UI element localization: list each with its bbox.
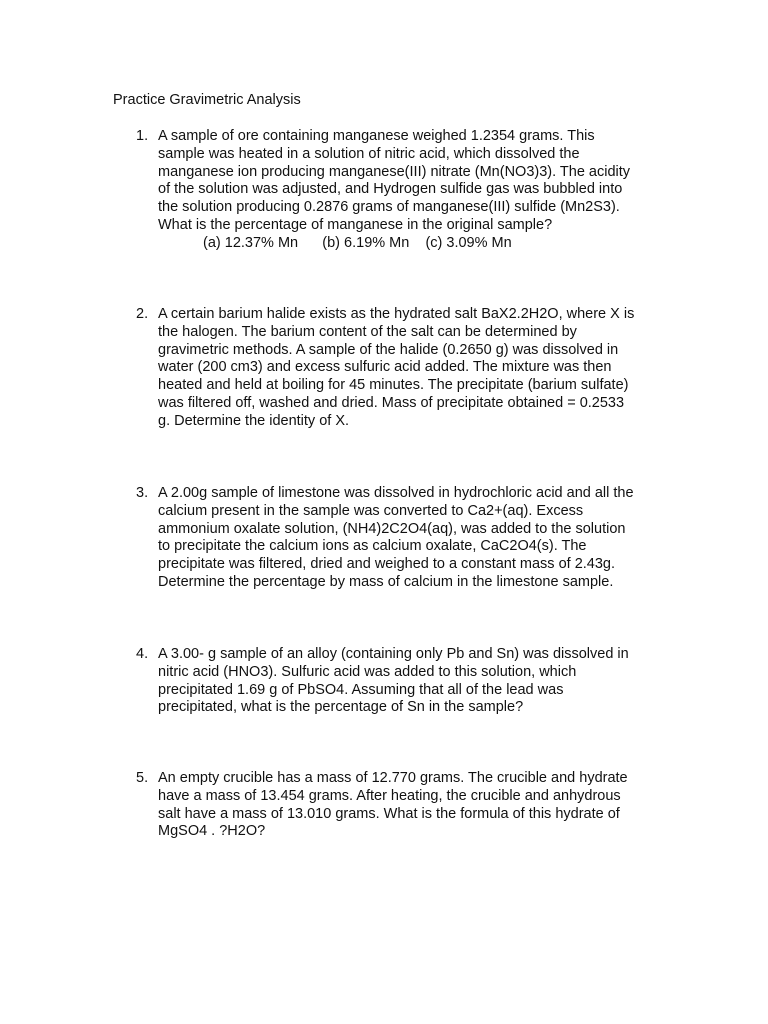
option-a: (a) 12.37% Mn: [203, 234, 299, 251]
question-line: sample was heated in a solution of nitric acid, which dissolved the: [158, 145, 580, 162]
question-line: Determine the percentage by mass of calcium in the limestone sample.: [158, 573, 614, 590]
question-line: to precipitate the calcium ions as calcium oxalate, CaC2O4(s). The: [158, 538, 587, 555]
question-line: precipitated, what is the percentage of Sn in the sample?: [158, 699, 524, 716]
question-line: water (200 cm3) and excess sulfuric acid added. The mixture was then: [158, 359, 612, 376]
question-line: precipitated 1.69 g of PbSO4. Assuming that all of the lead was: [158, 681, 564, 698]
question-number: 4.: [136, 646, 149, 662]
question-line: A certain barium halide exists as the hydrated salt BaX2.2H2O, where X is: [158, 306, 635, 322]
question-number: 3.: [136, 485, 149, 501]
question-line: have a mass of 13.454 grams. After heating, the crucible and anhydrous: [158, 787, 621, 804]
question-line: An empty crucible has a mass of 12.770 grams. The crucible and hydrate: [158, 770, 628, 786]
question-text: [158, 128, 630, 253]
question-number: 5.: [136, 770, 149, 786]
question-line: of the solution was adjusted, and Hydrogen sulfide gas was bubbled into: [158, 181, 623, 198]
question-line: g. Determine the identity of X.: [158, 412, 350, 429]
question-line: ammonium oxalate solution, (NH4)2C2O4(aq), was added to the solution: [158, 520, 626, 537]
question-line: manganese ion producing manganese(III) nitrate (Mn(NO3)3). The acidity: [158, 163, 631, 180]
question-number: 1.: [136, 128, 149, 144]
page-title: Practice Gravimetric Analysis: [113, 92, 301, 108]
question-line: the halogen. The barium content of the salt can be determined by: [158, 323, 577, 340]
question-line: MgSO4 . ?H2O?: [158, 823, 266, 840]
question-line: salt have a mass of 13.010 grams. What is the formula of this hydrate of: [158, 805, 620, 822]
question-line: was filtered off, washed and dried. Mass of precipitate obtained = 0.2533: [158, 394, 625, 411]
question-line: the solution producing 0.2876 grams of manganese(III) sulfide (Mn2S3).: [158, 199, 620, 216]
question-line: What is the percentage of manganese in the original sample?: [158, 216, 553, 233]
question-line: calcium present in the sample was converted to Ca2+(aq). Excess: [158, 502, 584, 519]
question-line: precipitate was filtered, dried and weighed to a constant mass of 2.43g.: [158, 556, 616, 573]
answer-options: [158, 235, 630, 253]
question-line: heated and held at boiling for 45 minutes. The precipitate (barium sulfate): [158, 377, 629, 394]
question-line: A 2.00g sample of limestone was dissolved in hydrochloric acid and all the: [158, 485, 634, 501]
question-text: [158, 306, 634, 431]
question-text: [158, 646, 629, 717]
option-c: (c) 3.09% Mn: [425, 234, 512, 251]
question-number: 2.: [136, 306, 149, 322]
question-line: gravimetric methods. A sample of the halide (0.2650 g) was dissolved in: [158, 341, 619, 358]
option-b: (b) 6.19% Mn: [322, 234, 410, 251]
question-line: A 3.00- g sample of an alloy (containing only Pb and Sn) was dissolved in: [158, 646, 629, 662]
question-text: [158, 770, 628, 841]
question-line: nitric acid (HNO3). Sulfuric acid was added to this solution, which: [158, 663, 577, 680]
question-text: [158, 485, 634, 592]
question-line: A sample of ore containing manganese weighed 1.2354 grams. This: [158, 128, 595, 144]
